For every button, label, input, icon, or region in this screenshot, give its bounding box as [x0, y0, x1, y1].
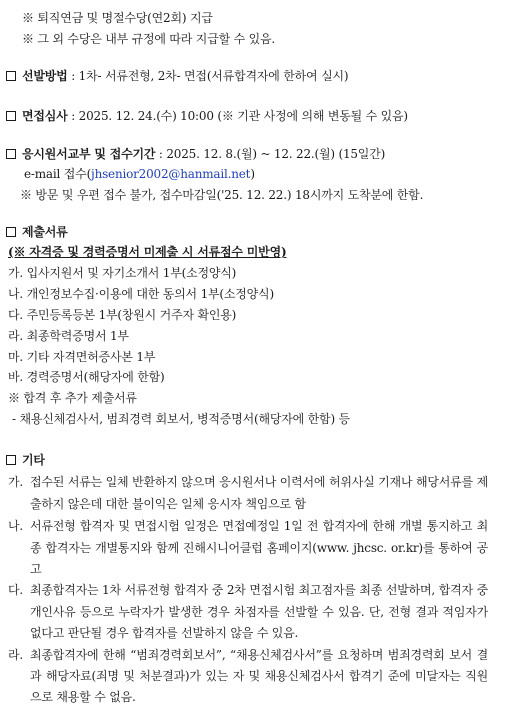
document-item: 마. 기타 자격면허증사본 1부 [8, 350, 156, 364]
checkbox-square-icon [6, 149, 16, 159]
section-etc [6, 452, 45, 468]
document-item: 바. 경력증명서(해당자에 한함) [8, 370, 165, 384]
document-item: 라. 최종학력증명서 1부 [8, 329, 129, 343]
section-interview [6, 108, 408, 124]
note-other-allowances: ※ 그 외 수당은 내부 규정에 따라 지급할 수 있음. [22, 32, 276, 46]
documents-warning: (※ 자격증 및 경력증명서 미제출 시 서류점수 미반영) [8, 245, 287, 259]
section-documents-label: 제출서류 [22, 225, 68, 239]
checkbox-square-icon [6, 227, 16, 237]
checkbox-square-icon [6, 455, 16, 465]
section-interview-label: 면접심사 [22, 109, 68, 123]
document-item: 나. 개인정보수집·이용에 대한 동의서 1부(소정양식) [8, 287, 274, 301]
section-documents [6, 224, 68, 240]
section-etc-label: 기타 [22, 453, 45, 467]
checkbox-square-icon [6, 71, 16, 81]
email-link[interactable]: jhsenior2002@hanmail.net [91, 167, 251, 181]
etc-item-marker: 나. [8, 519, 24, 533]
email-prefix: e-mail 접수( [24, 167, 92, 181]
section-interview-text: : 2025. 12. 24.(수) 10:00 (※ 기관 사정에 의해 변동될 수 있음) [67, 109, 408, 123]
email-suffix: ) [250, 167, 255, 181]
document-item: 다. 주민등록등본 1부(창원시 거주자 확인용) [8, 308, 237, 322]
etc-item-marker: 다. [8, 583, 24, 597]
section-selection [6, 68, 348, 84]
application-email-line [24, 166, 255, 182]
section-application [6, 146, 385, 162]
application-note: ※ 방문 및 우편 접수 불가, 접수마감일('25. 12. 22.) 18시까지 도착분에 한함. [20, 188, 424, 202]
etc-item-text: 최종합격자는 1차 서류전형 합격자 중 2차 면접시험 최고점자를 최종 선발하며, 합격자 중 개인사유 등으로 누락자가 발생한 경우 차점자를 선발할 수 있음. 단, 전형 결과 적임자가 없다고 판단될 경우 합격자를 선발하지 않을 수 있음. [30, 583, 488, 640]
checkbox-square-icon [6, 111, 16, 121]
document-item: - 채용신체검사서, 범죄경력 회보서, 병적증명서(해당자에 한함) 등 [12, 412, 350, 426]
etc-item-marker: 가. [8, 475, 24, 489]
etc-item-text: 서류전형 합격자 및 면접시험 일정은 면접예정일 1일 전 합격자에 한해 개별 통지하고 최종 합격자는 개별통지와 함께 진해시니어클럽 홈페이지(www. jhcsc. or.kr)를 통하여 공고 [30, 519, 488, 576]
etc-item-text: 접수된 서류는 일체 반환하지 않으며 응시원서나 이력서에 허위사실 기재나 해당서류를 제출하지 않은데 대한 불이익은 일체 응시자 책임으로 함 [30, 475, 488, 511]
etc-item-marker: 라. [8, 648, 24, 662]
etc-item-text: 최종합격자에 한해 “범죄경력회보서”, “채용신체검사서”를 요청하며 범죄경력회 보서 결과 해당자료(죄명 및 처분결과)가 있는 자 및 채용신체검사서 합격기 준에 미달자는 직원으로 채용할 수 없음. [30, 648, 488, 704]
document-item: 가. 입사지원서 및 자기소개서 1부(소정양식) [8, 266, 237, 280]
section-selection-label: 선발방법 [22, 69, 68, 83]
section-application-label: 응시원서교부 및 접수기간 [22, 147, 156, 161]
section-application-text: : 2025. 12. 8.(월) ~ 12. 22.(월) (15일간) [155, 147, 386, 161]
section-selection-text: : 1차- 서류전형, 2차- 면접(서류합격자에 한하여 실시) [67, 69, 349, 83]
document-item: ※ 합격 후 추가 제출서류 [8, 391, 137, 405]
note-retirement-pension: ※ 퇴직연금 및 명절수당(연2회) 지급 [22, 11, 213, 25]
